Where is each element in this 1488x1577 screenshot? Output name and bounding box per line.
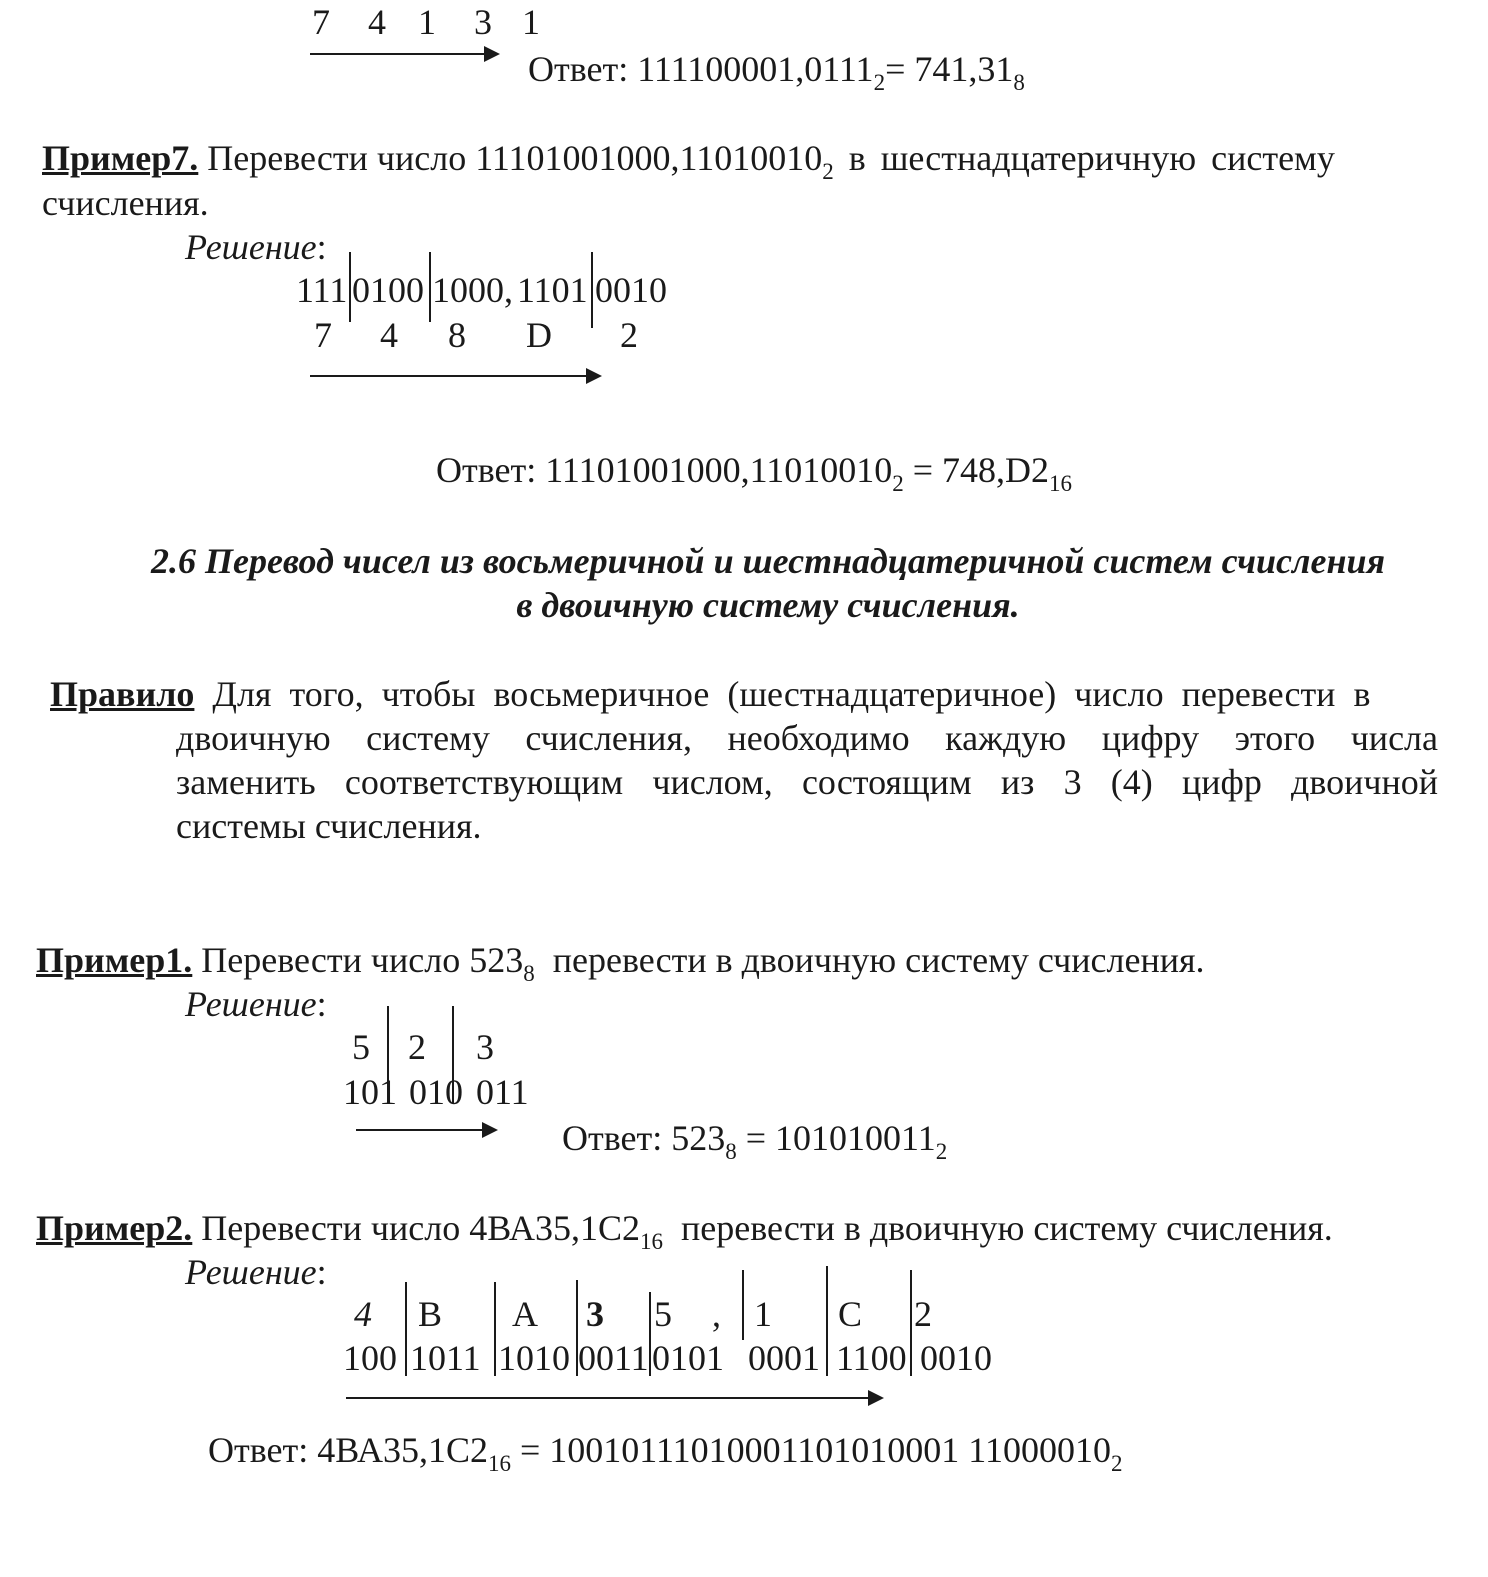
ex1-statement: Пример1. Перевести число $523_8$ перевести в двоичную систему счисления. — [36, 940, 1205, 986]
ex7-digit: 7 — [314, 315, 332, 355]
ex7-statement-line2: счисления. — [42, 183, 209, 223]
ex2-digit: С — [838, 1294, 863, 1334]
ex2-group: 1100 — [836, 1338, 907, 1378]
ex2-divider — [910, 1270, 912, 1376]
ex7-label: Пример7. — [42, 138, 199, 178]
ex2-group: 0011 — [578, 1338, 649, 1378]
ex2-digit: В — [418, 1294, 443, 1334]
top-digit: 3 — [474, 2, 492, 42]
ex1-digit: 3 — [476, 1027, 494, 1067]
ex2-group: 1011 — [410, 1338, 481, 1378]
ex7-digit: D — [526, 315, 552, 355]
ex1-arrow-line — [356, 1129, 484, 1131]
ex1-answer: Ответ: $523_8 = 101010011_2$ — [562, 1118, 948, 1164]
ex7-group: 1000, — [432, 270, 513, 310]
ex1-digit: 5 — [352, 1027, 370, 1067]
ex2-answer: Ответ: $4ВА35,1С2_{16} = 10010111010001101010001$ $11000010_2$ — [208, 1430, 1123, 1476]
ex7-group: 0100 — [352, 270, 424, 310]
ex2-divider — [826, 1266, 828, 1376]
ex7-divider — [429, 252, 431, 322]
top-digit: 7 — [312, 2, 330, 42]
ex1-group: 010 — [409, 1072, 463, 1112]
section-heading-line2: в двоичную систему счисления. — [516, 585, 1020, 625]
ex2-digit: , — [712, 1294, 721, 1334]
ex7-group: 111 — [296, 270, 348, 310]
ex7-group: 1101 — [517, 270, 588, 310]
ex1-group: 101 — [343, 1072, 397, 1112]
ex1-label: Пример1. — [36, 940, 193, 980]
rule-line1: Правило Для того, чтобы восьмеричное (шестнадцатеричное) число перевести в — [50, 674, 1371, 714]
ex7-divider — [349, 252, 351, 322]
ex2-group: 100 — [343, 1338, 397, 1378]
ex2-divider — [649, 1292, 651, 1376]
ex2-arrow-head — [868, 1390, 884, 1406]
ex1-arrow-head — [482, 1122, 498, 1138]
ex1-solution-label: Решение: — [185, 984, 327, 1024]
ex2-digit: 2 — [914, 1294, 932, 1334]
ex2-group: 0101 — [652, 1338, 724, 1378]
rule-label: Правило — [50, 674, 195, 714]
top-digit: 1 — [418, 2, 436, 42]
ex7-arrow-line — [310, 375, 588, 377]
ex7-statement: Пример7. Перевести число $11101001000,11010010_2$ в шестнадцатеричную систему — [42, 138, 1335, 184]
rule-line3: заменить соответствующим числом, состоящим из 3 (4) цифр двоичной — [176, 762, 1438, 802]
top-arrow-line — [310, 53, 486, 55]
ex2-divider — [494, 1282, 496, 1376]
rule-line4: системы счисления. — [176, 806, 482, 846]
ex2-divider — [742, 1270, 744, 1340]
ex2-label: Пример2. — [36, 1208, 193, 1248]
top-answer: Ответ: $111100001,0111_2= 741,31_8$ — [528, 49, 1025, 95]
ex7-digit: 8 — [448, 315, 466, 355]
ex2-arrow-line — [346, 1397, 870, 1399]
ex7-divider — [591, 252, 593, 328]
ex2-solution-label: Решение: — [185, 1252, 327, 1292]
ex7-digit: 2 — [620, 315, 638, 355]
ex2-digit: 4 — [354, 1294, 372, 1334]
top-arrow-head — [484, 46, 500, 62]
ex1-group: 011 — [476, 1072, 529, 1112]
ex2-group: 1010 — [498, 1338, 570, 1378]
top-digit: 1 — [522, 2, 540, 42]
ex2-digit: А — [512, 1294, 538, 1334]
ex2-statement: Пример2. Перевести число $4ВА35,1С2_{16}$ перевести в двоичную систему счисления. — [36, 1208, 1333, 1254]
ex2-digit: 1 — [754, 1294, 772, 1334]
ex7-arrow-head — [586, 368, 602, 384]
ex1-digit: 2 — [408, 1027, 426, 1067]
ex2-digit: 5 — [654, 1294, 672, 1334]
ex2-divider — [405, 1282, 407, 1376]
rule-line2: двоичную систему счисления, необходимо каждую цифру этого числа — [176, 718, 1438, 758]
top-digit: 4 — [368, 2, 386, 42]
ex7-digit: 4 — [380, 315, 398, 355]
ex2-group: 0001 — [748, 1338, 820, 1378]
ex7-answer: Ответ: $11101001000,11010010_2 = 748,D2_{16}$ — [436, 450, 1073, 496]
ex2-group: 0010 — [920, 1338, 992, 1378]
ex2-digit: 3 — [586, 1294, 604, 1334]
ex7-solution-label: Решение: — [185, 227, 327, 267]
section-heading-line1: 2.6 Перевод чисел из восьмеричной и шестнадцатеричной систем счисления — [150, 541, 1386, 581]
ex7-group: 0010 — [595, 270, 667, 310]
